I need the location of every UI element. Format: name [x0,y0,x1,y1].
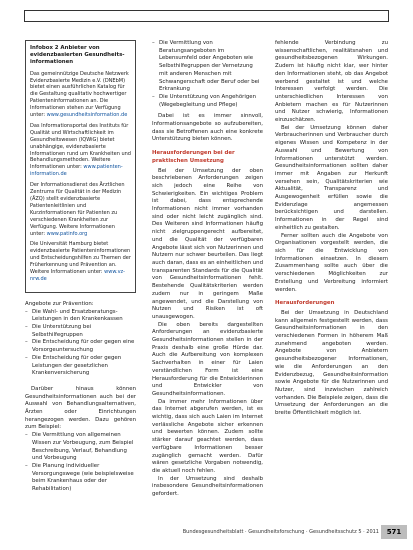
page-number: 571 [381,525,407,539]
page-footer [0,525,413,541]
body-paragraph: In der Umsetzung sind deshalb insbesondere Gesundheitsinformationen gefordert. [152,475,263,498]
infobox-item: Das Informationsportal des Instituts für Qualität und Wirtschaftlichkeit im Gesundheitswesen (IQWiG) bietet unabhängige, evidenzbasierte Informationen rund um Krankheiten und Behandlungsmethoden. Weitere Informationen unter: www.patienten-information.de [30,122,131,178]
section-heading: Herausforderungen [275,300,335,307]
header-frame [24,10,389,22]
body-paragraph: Bei der Umsetzung können daher Verbraucherinnen und Verbraucher durch eigenes Wissen und Kompetenz in der Auswahl und Bewertung von Informationen unterstützt werden. Gesundheitsinformationen sollten daher immer mit Angaben zur Herkunft versehen sein, Qualitätskriterien wie Aktualität, Transparenz und Ausgewogenheit erfüllen sowie die Evidenzlage angemessen berücksichtigen und darstellen. Informationen in der Regel sind einheitlich zu gestalten. [275,124,388,231]
body-paragraph: Bei der Umsetzung der oben beschriebenen Anforderungen zeigen sich jedoch eine Reihe von Schwierigkeiten. Ein wichtiges Problem ist dabei, dass entsprechende Informationen nicht immer vorhanden sind oder nicht leicht zugänglich sind. Des Weiteren sind Informationen häufig nicht zielgruppengerecht aufbereitet, und die Qualität der verfügbaren Angebote lässt sich von Nutzerinnen und Nutzern nur schwer beurteilen. Das liegt auch daran, dass es an einheitlichen und transparenten Standards für die Qualität von Gesundheitsinformationen fehlt. Bestehende Qualitätskriterien werden zudem nur in geringem Maße angewendet, und die Darstellung von Nutzen und Risiken ist oft unausgewogen. [152,167,263,320]
infobox-link[interactable]: www.gesundheitsinformation.de [46,112,128,119]
infobox [25,40,136,293]
col1-list-2 [25,432,136,494]
col1-list [25,309,136,378]
list-item: – Die Vermittlung von allgemeinen Wissen zur Vorbeugung, zum Beispiel Beschreibung, Verlauf, Behandlung und Vorbeugung [25,432,136,463]
list-item: – Die Entscheidung für oder gegen Leistungen der gesetzlichen Krankenversicherung [25,355,136,378]
infobox-item: Die Universität Hamburg bietet evidenzbasierte Patienteninformationen und Entscheidungshilfen zu Themen der Früherkennung und Prävention an. Weitere Informationen unter: www.vz-nrw.de [30,241,131,282]
list-item: – Die Unterstützung bei Selbsthilfegruppen [25,324,136,339]
column-right [275,40,388,418]
body-paragraph: Die oben bereits dargestellten Anforderungen an evidenzbasierte Gesundheitsinformationen stellen in der Praxis deshalb eine große Hürde dar. Auch die Aufbereitung von komplexen Sachverhalten in einer für Laien verständlichen Form ist eine Herausforderung für die Entwicklerinnen und Entwickler von Gesundheitsinformationen. [152,321,263,397]
footer-journal: Bundesgesundheitsblatt · Gesundheitsforschung · Gesundheitsschutz 5 · 2011 [182,529,379,535]
infobox-item: Das gemeinnützige Deutsche Netzwerk Evidenzbasierte Medizin e.V. (DNEbM) bietet einen ausführlichen Katalog für die Gestaltung qualitativ hochwertiger Patienteninformationen an. Die Informationen stehen zur Verfügung unter: www.gesundheitsinformation.de [30,70,129,119]
list-item: – Die Vermittlung von Beratungsangeboten im Lebensumfeld oder Angeboten wie Selbsthilfegruppen der Vernetzung mit anderen Menschen mit Schwangerschaft oder Beruf oder bei Erkrankung [152,40,263,94]
list-item: – Die Entscheidung für oder gegen eine Vorsorgeuntersuchung [25,339,136,354]
col1-paragraph: Darüber hinaus können Gesundheitsinformationen auch bei der Auswahl von Behandlungsalternativen, Ärzten oder Einrichtungen herangezogen werden. Dazu gehören zum Beispiel: [25,385,136,431]
section-heading: Herausforderungen bei der praktischen Umsetzung [152,150,235,164]
column-left [25,40,136,494]
body-paragraph: Ferner sollten auch die Angebote von Organisationen vorgestellt werden, die sich für die Entwicklung von Informationen einsetzen. In diesem Zusammenhang sollte auch über die verschiedenen Möglichkeiten zur Erstellung und Verbreitung informiert werden. [275,232,388,293]
col1-heading: Angebote zur Prävention: [25,300,94,307]
col2-intro: Dabei ist es immer sinnvoll, Informationsangebote so aufzubereiten, dass sie Betroffenen auch eine konkrete Unterstützung bieten können. [152,113,263,143]
infobox-title: Infobox 2 Anbieter von evidenzbasierten Gesundheits-informationen [30,45,125,66]
infobox-item: Der Informationsdienst des Ärztlichen Zentrums für Qualität in der Medizin (ÄZQ) stellt evidenzbasierte Patientenleitlinien und Kurzinformationen für Patienten zu verschiedenen Krankheiten zur Verfügung. Weitere Informationen unter: www.patinfo.org [30,182,125,237]
column-middle [152,40,263,499]
infobox-link[interactable]: www.patinfo.org [46,230,88,237]
col2-list [152,40,263,109]
list-item: – Die Unterstützung von Angehörigen (Wegebegleitung und Pflege) [152,94,263,109]
body-paragraph: Da immer mehr Informationen über das Internet abgerufen werden, ist es wichtig, dass sich auch Laien im Internet verlässliche Angebote sicher erkennen und bewerten können. Zudem sollte stärker darauf geachtet werden, dass verfügbare Informationen besser zugänglich gemacht werden. Dafür wären gesetzliche Vorgaben notwendig, die aktuell noch fehlen. [152,398,263,474]
infobox-link[interactable]: www.patienten-information.de [30,164,123,178]
list-item: – Die Wahl- und Ersatzberatungs-Leistungen in den Krankenkassen [25,309,136,324]
body-paragraph: Bei der Umsetzung in Deutschland kann allgemein festgestellt werden, dass Gesundheitsinformationen in den verschiedenen Formen in höherem Maß zunehmend angeboten werden. Angebote von Anbietern gesundheitsbezogener Informationen, wie die Anforderungen an den Evidenzbezug, Gesundheitsinformation sowie Angebote für die Nutzerinnen und Nutzer, sind inzwischen zahlreich vorhanden. Die Beispiele zeigen, dass die Umsetzung der Anforderungen an die breite Öffentlichkeit möglich ist. [275,309,388,417]
body-paragraph: fehlende Verbindung zu wissenschaftlichen, realitätsnahen und gesundheitsbezogenen Wirkungen. Zudem ist häufig nicht klar, wer hinter den Informationen steht, ob das Angebot werbend gestaltet ist und welche Interessen verfolgt werden. Die unterschiedlichen Interessen von Anbietern machen es für Nutzerinnen und Nutzer schwierig, Informationen einzuschätzen. [275,40,388,124]
infobox-link[interactable]: www.vz-nrw.de [30,269,125,282]
list-item: – Die Planung individueller Versorgungswege (wie beispielsweise beim Krankenhaus oder der Rehabilitation) [25,463,136,494]
